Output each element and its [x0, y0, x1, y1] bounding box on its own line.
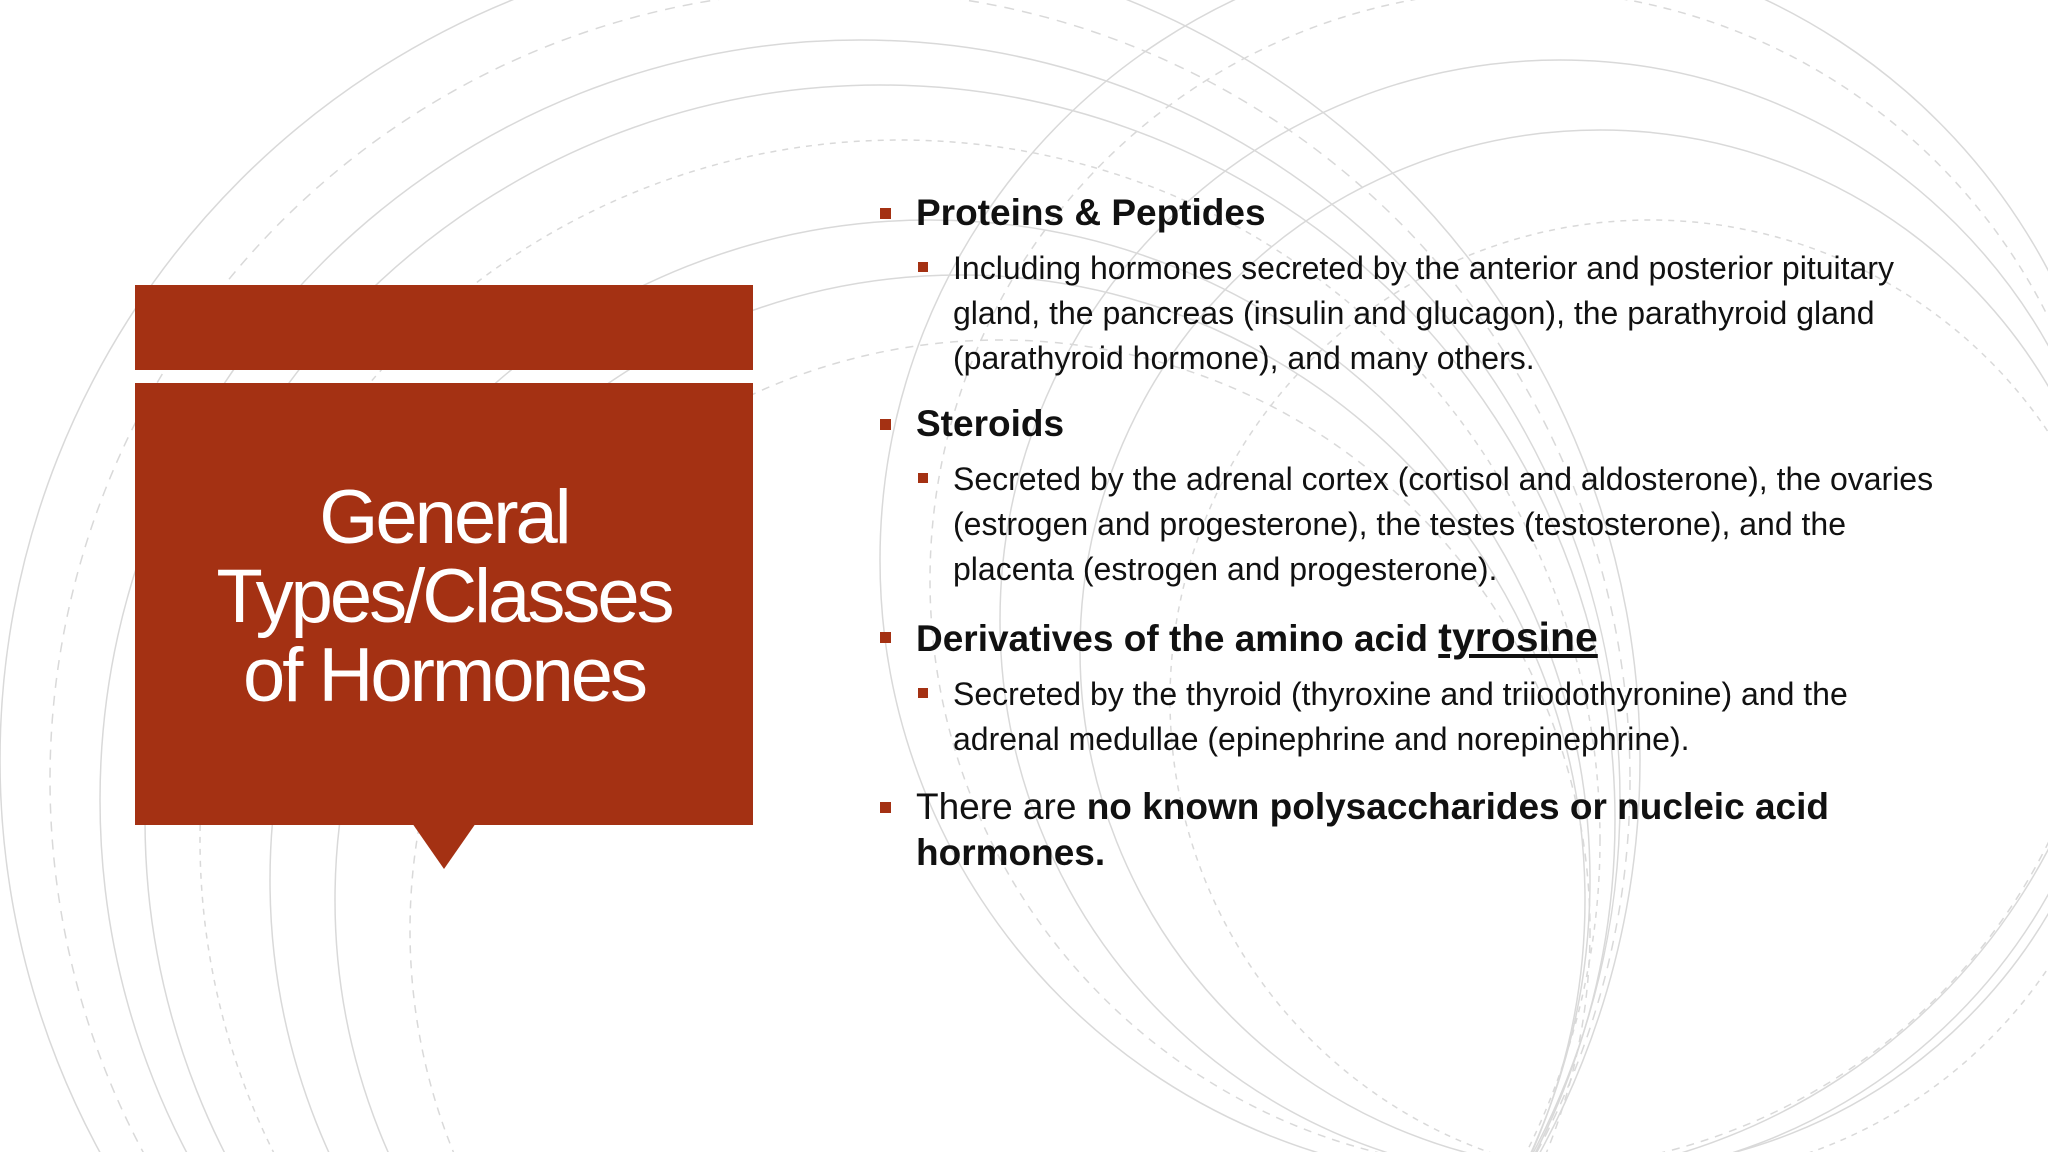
tyrosine-emphasis: tyrosine — [1438, 614, 1598, 660]
title-line-2: Types/Classes — [216, 554, 672, 639]
bullet-heading: Steroids — [916, 403, 1065, 444]
title-line-3: of Hormones — [242, 633, 646, 718]
bullet-square-icon — [918, 262, 928, 272]
sub-bullet-proteins-peptides — [916, 246, 1936, 381]
bullet-no-known-hormones — [876, 784, 1936, 876]
sub-bullet-text: Secreted by the thyroid (thyroxine and triiodothyronine) and the adrenal medullae (epinephrine and norepinephrine). — [953, 676, 1848, 757]
sub-bullet-steroids — [916, 457, 1936, 592]
slide-title — [135, 475, 753, 718]
bullet-list — [876, 190, 1936, 876]
title-callout-pointer — [412, 823, 476, 869]
title-accent-bar — [135, 285, 753, 370]
bullet-heading: Proteins & Peptides — [916, 192, 1266, 233]
bullet-steroids — [876, 401, 1936, 447]
bullet-tyrosine-derivatives — [876, 614, 1936, 662]
bullet-square-icon — [880, 419, 891, 430]
bullet-square-icon — [880, 632, 891, 643]
bullet-heading: Derivatives of the amino acid — [916, 618, 1439, 659]
bullet-square-icon — [918, 688, 928, 698]
bullet-square-icon — [918, 473, 928, 483]
title-line-1: General — [319, 475, 569, 560]
sub-bullet-text: Secreted by the adrenal cortex (cortisol and aldosterone), the ovaries (estrogen and progesterone), the testes (testosterone), and the placenta (estrogen and progesterone). — [953, 461, 1934, 587]
sub-bullet-text: Including hormones secreted by the anterior and posterior pituitary gland, the pancreas (insulin and glucagon), the parathyroid gland (parathyroid hormone), and many others. — [953, 250, 1894, 376]
bullet-proteins-peptides — [876, 190, 1936, 236]
sub-bullet-tyrosine-derivatives — [916, 672, 1936, 762]
bullet-square-icon — [880, 208, 891, 219]
title-box — [135, 383, 753, 825]
bullet-bold-text: no known polysaccharides or nucleic acid hormones. — [916, 786, 1829, 873]
bullet-prefix: There are — [916, 786, 1087, 827]
bullet-square-icon — [880, 802, 891, 813]
